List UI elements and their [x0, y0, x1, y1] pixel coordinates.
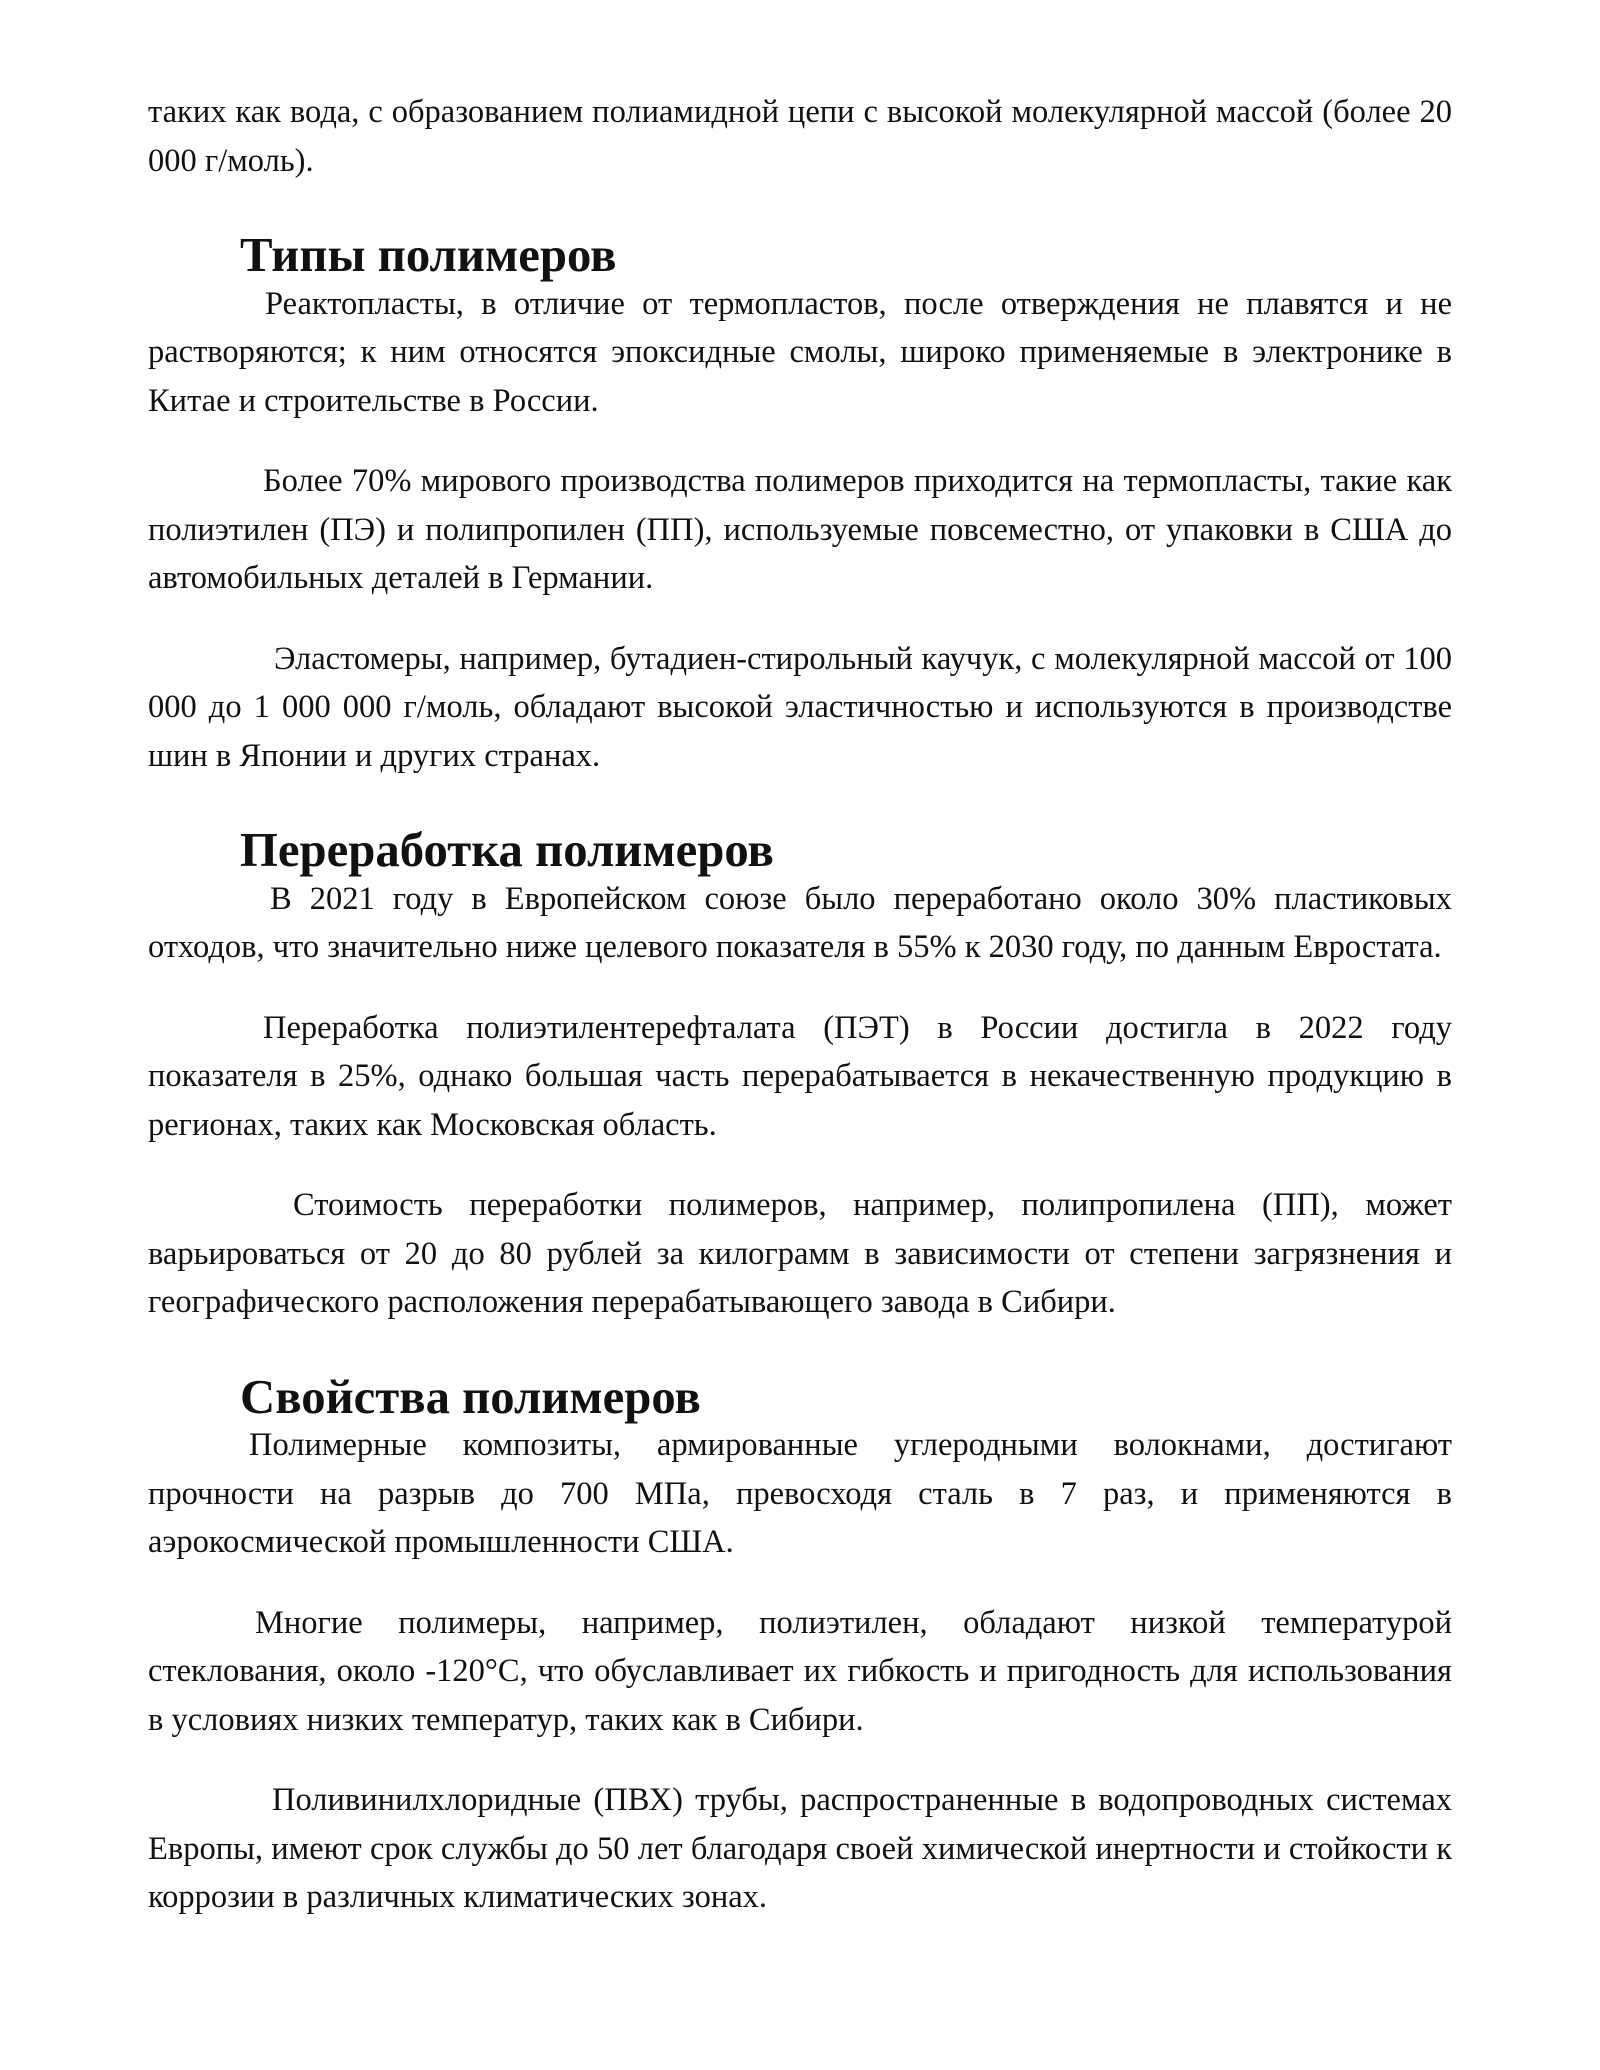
paragraph-eu-recycling: В 2021 году в Европейском союзе было переработано около 30% пластиковых отходов, что значительно ниже целевого показателя в 55% к 2030 году, по данным Евростата.	[148, 880, 1452, 965]
paragraph-composites: Полимерные композиты, армированные углеродными волокнами, достигают прочности на разрыв до 700 МПа, превосходя сталь в 7 раз, и применяются в аэрокосмической промышленности США.	[148, 1427, 1452, 1560]
section-heading-recycling: Переработка полимеров	[240, 823, 774, 877]
paragraph-thermoplastics: Более 70% мирового производства полимеров приходится на термопласты, такие как полиэтилен (ПЭ) и полипропилен (ПП), используемые повсеместно, от упаковки в США до автомобильных деталей в Германии.	[148, 463, 1452, 596]
paragraph-pet-recycling: Переработка полиэтилентерефталата (ПЭТ) в России достигла в 2022 году показателя в 25%, однако большая часть перерабатывается в некачественную продукцию в регионах, таких как Московская область.	[148, 1009, 1452, 1143]
paragraph-pvc-pipes: Поливинилхлоридные (ПВХ) трубы, распространенные в водопроводных системах Европы, имеют срок службы до 50 лет благодаря своей химической инертности и стойкости к коррозии в различных климатических зонах.	[148, 1782, 1452, 1915]
paragraph-glass-transition: Многие полимеры, например, полиэтилен, обладают низкой температурой стеклования, около -120°C, что обуславливает их гибкость и пригодность для использования в условиях низких температур, таких как в Сибири.	[148, 1604, 1452, 1738]
section-heading-types: Типы полимеров	[240, 228, 617, 282]
paragraph-elastomers: Эластомеры, например, бутадиен-стирольный каучук, с молекулярной массой от 100 000 до 1 000 000 г/моль, обладают высокой эластичностью и используются в производстве шин в Японии и других странах.	[148, 640, 1452, 774]
intro-paragraph: таких как вода, с образованием полиамидной цепи с высокой молекулярной массой (более 20 000 г/моль).	[148, 94, 1452, 179]
paragraph-thermosets: Реактопласты, в отличие от термопластов, после отверждения не плавятся и не растворяются; к ним относятся эпоксидные смолы, широко применяемые в электронике в Китае и строительстве в России.	[148, 285, 1452, 419]
section-heading-properties: Свойства полимеров	[240, 1369, 701, 1424]
paragraph-recycling-cost: Стоимость переработки полимеров, например, полипропилена (ПП), может варьироваться от 20 до 80 рублей за килограмм в зависимости от степени загрязнения и географического расположения перерабатывающего завода в Сибири.	[148, 1187, 1452, 1320]
